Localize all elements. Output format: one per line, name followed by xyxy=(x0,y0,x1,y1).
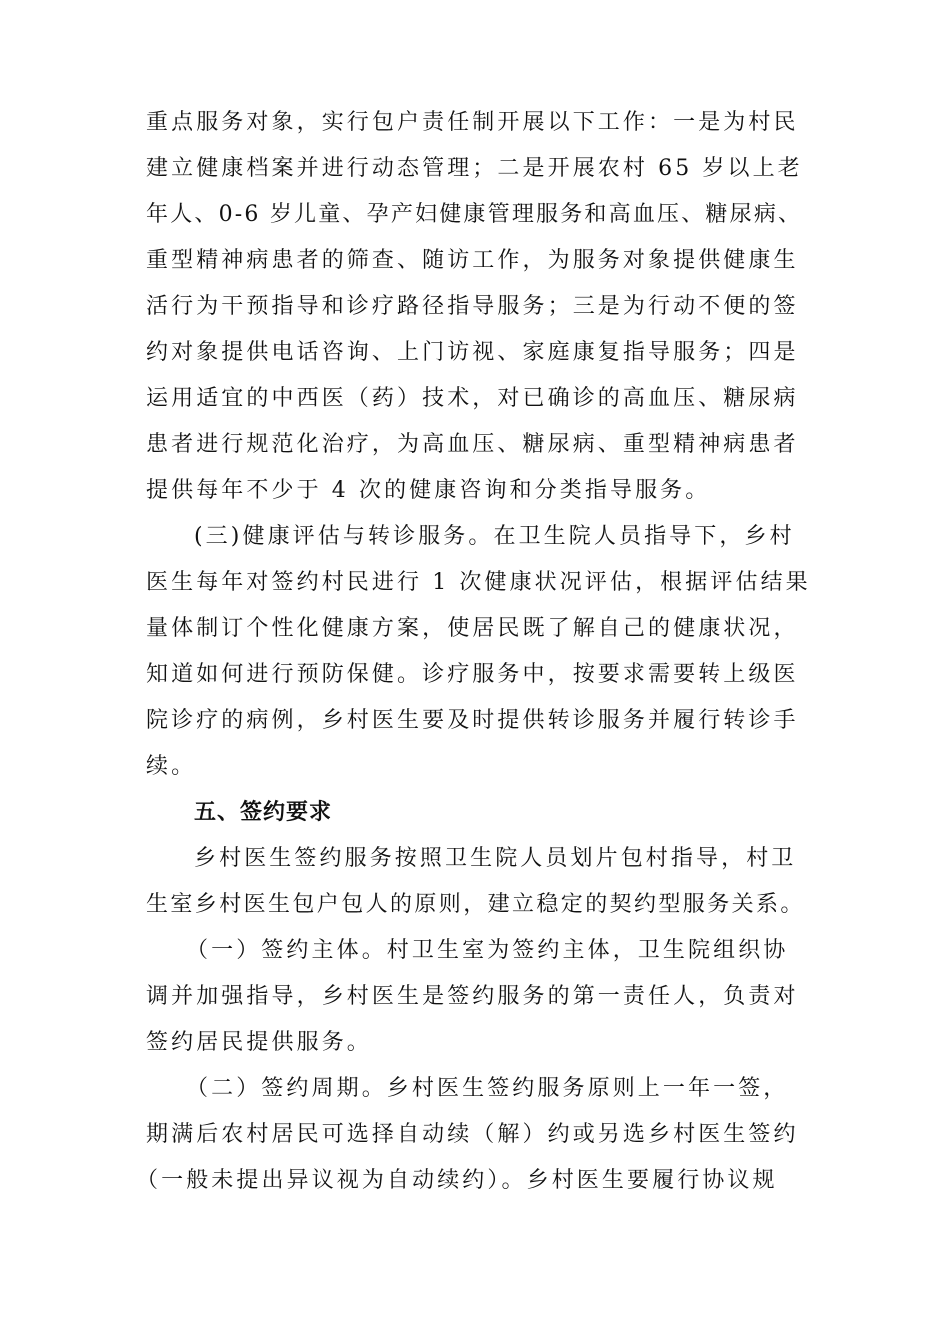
text-line: 建立健康档案并进行动态管理；二是开展农村 65 岁以上老 xyxy=(146,156,803,181)
text-line: 患者进行规范化治疗，为高血压、糖尿病、重型精神病患者 xyxy=(146,432,799,457)
text-line: 重点服务对象，实行包户责任制开展以下工作：一是为村民 xyxy=(146,110,799,135)
text-line: 量体制订个性化健康方案，使居民既了解自己的健康状况， xyxy=(146,616,799,641)
document-body xyxy=(136,100,811,1204)
text-line: 签约居民提供服务。 xyxy=(146,1030,372,1055)
text-line: 知道如何进行预防保健。诊疗服务中，按要求需要转上级医 xyxy=(146,662,799,687)
text-line: 活行为干预指导和诊疗路径指导服务；三是为行动不便的签 xyxy=(146,294,799,319)
paragraph-start: （一）签约主体。村卫生室为签约主体，卫生院组织协 xyxy=(186,938,789,963)
text-line: 运用适宜的中西医（药）技术，对已确诊的高血压、糖尿病 xyxy=(146,386,799,411)
text-line: （一般未提出异议视为自动续约）。乡村医生要履行协议规 xyxy=(136,1168,778,1193)
paragraph-start: （二）签约周期。乡村医生签约服务原则上一年一签， xyxy=(186,1076,789,1101)
text-line: 约对象提供电话咨询、上门访视、家庭康复指导服务；四是 xyxy=(146,340,799,365)
text-line: 生室乡村医生包户包人的原则，建立稳定的契约型服务关系。 xyxy=(146,892,805,917)
text-line: 调并加强指导，乡村医生是签约服务的第一责任人，负责对 xyxy=(146,984,799,1009)
text-line: 年人、0-6 岁儿童、孕产妇健康管理服务和高血压、糖尿病、 xyxy=(146,202,803,227)
text-line: 续。 xyxy=(146,754,197,779)
section-heading: 五、签约要求 xyxy=(194,800,333,825)
paragraph-start: 乡村医生签约服务按照卫生院人员划片包村指导，村卫 xyxy=(194,846,797,871)
text-line: 期满后农村居民可选择自动续（解）约或另选乡村医生签约 xyxy=(146,1122,799,1147)
text-line: 提供每年不少于 4 次的健康咨询和分类指导服务。 xyxy=(146,478,711,503)
text-line: 医生每年对签约村民进行 1 次健康状况评估，根据评估结果 xyxy=(146,570,811,595)
text-line: 重型精神病患者的筛查、随访工作，为服务对象提供健康生 xyxy=(146,248,799,273)
paragraph-start: (三)健康评估与转诊服务。在卫生院人员指导下，乡村 xyxy=(194,524,795,549)
text-line: 院诊疗的病例，乡村医生要及时提供转诊服务并履行转诊手 xyxy=(146,708,799,733)
